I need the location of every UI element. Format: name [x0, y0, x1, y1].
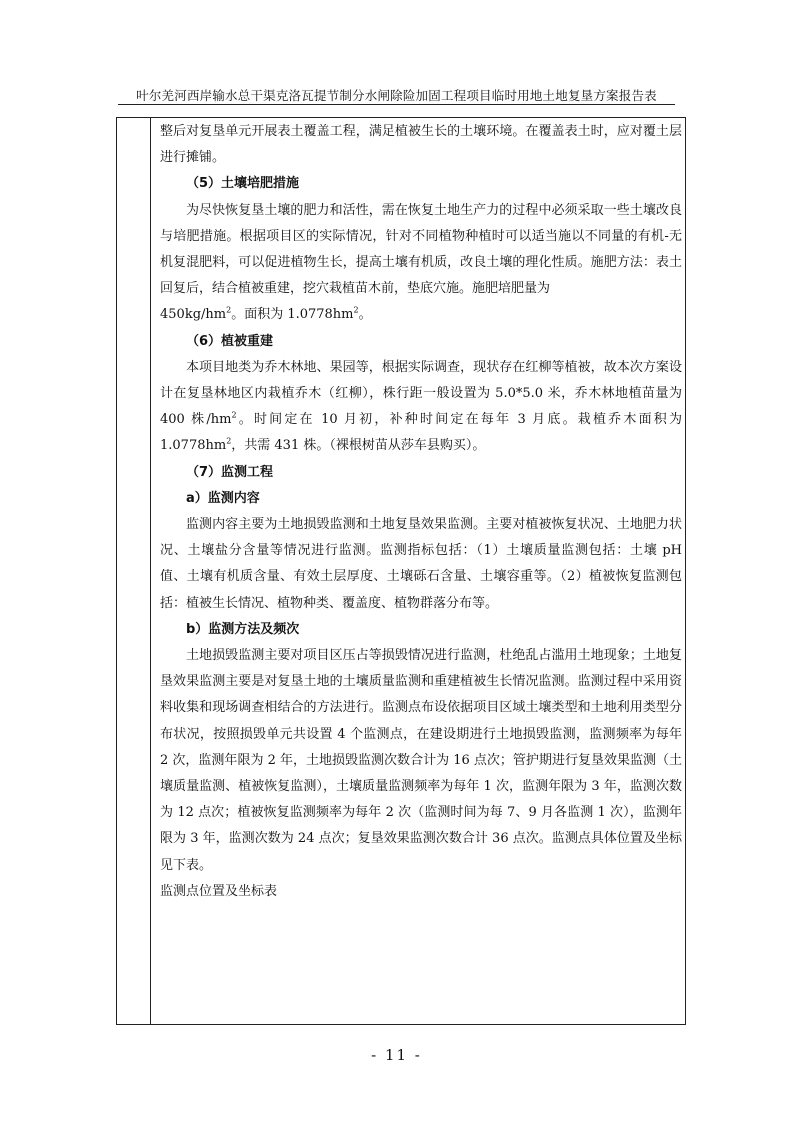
vegetation-text-c: ，共需 431 株。（裸根树苗从莎车县购买）。 — [231, 438, 486, 454]
fertilization-text: 为尽快恢复垦土壤的肥力和活性，需在恢复土地生产力的过程中必须采取一些土壤改良与培肥措施。根据项目区的实际情况，针对不同植物种植时可以适当施以不同量的有机-无机复混肥料，可以促进植物生长，提高土壤有机质，改良土壤的理化性质。施肥方法：表土回复后，结合植被重建，挖穴栽植苗木前，垫底穴施。施肥培肥量为 — [160, 202, 682, 297]
heading-monitoring-method: b）监测方法及频次 — [186, 621, 300, 637]
paragraph-vegetation-rebuild — [160, 355, 682, 460]
table-content-cell — [160, 119, 682, 905]
heading-monitoring-content: a）监测内容 — [186, 490, 260, 506]
heading-soil-fertilization: （5）土壤培肥措施 — [186, 176, 300, 192]
monitoring-table-caption: 监测点位置及坐标表 — [160, 883, 278, 899]
fertilization-rate: 450kg/hm — [160, 307, 227, 323]
fertilization-area: 。面积为 1.0778hm — [231, 307, 354, 323]
page-number: - 11 - — [371, 1046, 422, 1064]
superscript: 2 — [353, 306, 359, 316]
superscript: 2 — [231, 410, 237, 420]
heading-vegetation-rebuild: （6）植被重建 — [186, 333, 274, 349]
report-header-title: 叶尔羌河西岸输水总干渠克洛瓦提节制分水闸除险加固工程项目临时用地土地复垦方案报告表 — [136, 88, 657, 103]
heading-monitoring-project: （7）监测工程 — [186, 464, 274, 480]
vegetation-text-b: 。时间定在 10 月初，补种时间定在每年 3 月底。栽植乔木面积为 1.0778hm — [160, 412, 682, 454]
paragraph-monitoring-content: 监测内容主要为土地损毁监测和土地复垦效果监测。主要对植被恢复状况、土地肥力状况、土壤盐分含量等情况进行监测。监测指标包括：（1）土壤质量监测包括：土壤 pH 值、土壤有机质含量、有效土层厚度、土壤砾石含量、土壤容重等。（2）植被恢复监测包括：植被生长情况、植物种类、覆盖度、植物群落分布等。 — [160, 517, 682, 611]
table-left-column-divider — [150, 117, 151, 1025]
paragraph-monitoring-method: 土地损毁监测主要对项目区压占等损毁情况进行监测，杜绝乱占滥用土地现象；土地复垦效果监测主要是对复垦土地的土壤质量监测和重建植被生长情况监测。监测过程中采用资料收集和现场调查相结合的方法进行。监测点布设依据项目区域土壤类型和土地利用类型分布状况，按照损毁单元共设置 4 个监测点，在建设期进行土地损毁监测，监测频率为每年 2 次，监测年限为 2 年，土地损毁监测次数合计为 16 点次；管护期进行复垦效果监测（土壤质量监测、植被恢复监测），土壤质量监测频率为每年 1 次，监测年限为 3 年，监测次数为 12 点次；植被恢复监测频率为每年 2 次（监测时间为每 7、9 月各监测 1 次），监测年限为 3 年，监测次数为 24 点次；复垦效果监测次数合计 36 点次。监测点具体位置及坐标见下表。 — [160, 648, 682, 873]
vegetation-text-a: 本项目地类为乔木林地、果园等，根据实际调查，现状存在红柳等植被，故本次方案设计在复垦林地区内栽植乔木（红柳），株行距一般设置为 5.0*5.0 米，乔木林地植苗量为 400 株/hm — [160, 359, 682, 428]
paragraph-soil-fertilization — [160, 198, 682, 329]
header-rule — [118, 104, 675, 105]
superscript: 2 — [226, 306, 232, 316]
superscript: 2 — [226, 437, 232, 447]
paragraph-topsoil-cover: 整后对复垦单元开展表土覆盖工程，满足植被生长的土壤环境。在覆盖表土时，应对覆土层进行摊铺。 — [160, 124, 682, 166]
period: 。 — [358, 307, 372, 323]
